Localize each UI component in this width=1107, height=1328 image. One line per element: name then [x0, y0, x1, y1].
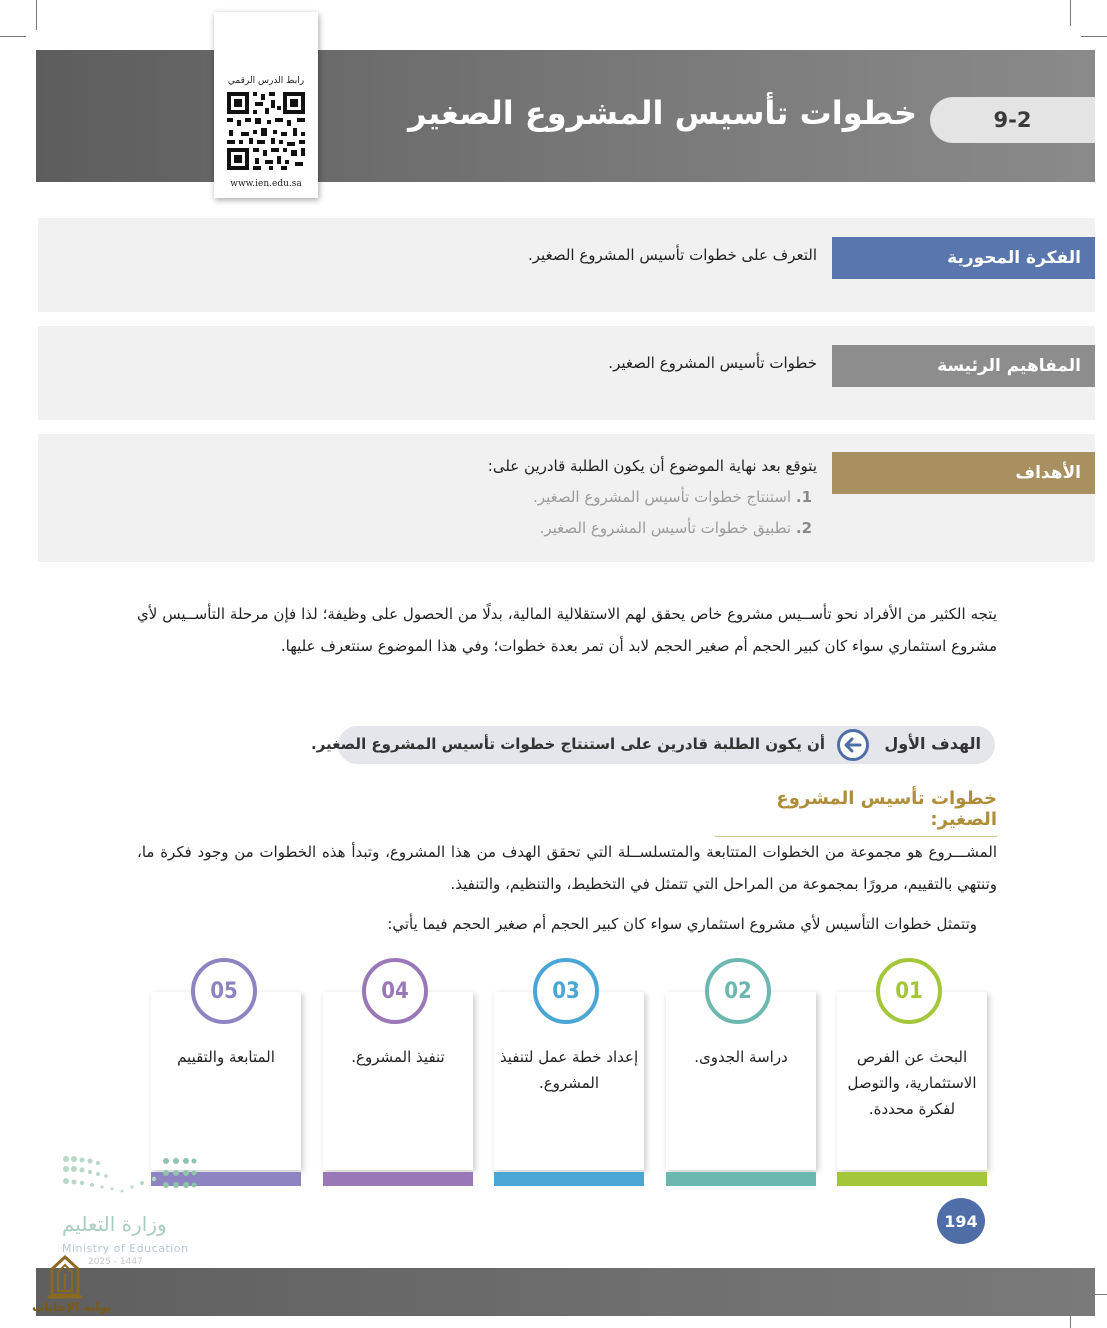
step-text: دراسة الجدوى.	[694, 1048, 788, 1066]
step-number: 03	[552, 978, 580, 1004]
step-number-badge	[533, 958, 599, 1024]
page-number-badge	[937, 1198, 985, 1244]
qr-card[interactable]	[214, 12, 318, 198]
step-number: 04	[381, 978, 409, 1004]
objective-item	[533, 488, 812, 506]
step-number: 01	[895, 978, 923, 1004]
central-idea-text: التعرف على خطوات تأسيس المشروع الصغير.	[528, 246, 817, 264]
ministry-logo-icon	[62, 1155, 198, 1199]
page-number: 194	[944, 1211, 978, 1231]
first-goal-banner	[311, 726, 995, 764]
step-text: تنفيذ المشروع.	[351, 1048, 445, 1066]
central-idea-label: الفكرة المحورية	[832, 237, 1095, 279]
ministry-year: 2025 - 1447	[88, 1257, 143, 1267]
lesson-number-tab	[930, 97, 1095, 143]
lesson-title: خطوات تأسيس المشروع الصغير	[408, 94, 917, 132]
objectives-intro: يتوقع بعد نهاية الموضوع أن يكون الطلبة قادرين على:	[487, 457, 817, 475]
crop-mark	[1081, 36, 1107, 37]
key-concepts-text: خطوات تأسيس المشروع الصغير.	[608, 354, 817, 372]
objective-item	[540, 519, 812, 537]
step-number-badge	[362, 958, 428, 1024]
objective-text: استنتاج خطوات تأسيس المشروع الصغير.	[533, 488, 792, 506]
step-number: 02	[724, 978, 752, 1004]
step-number-badge	[705, 958, 771, 1024]
first-goal-text: أن يكون الطلبة قادرين على استنتاج خطوات تأسيس المشروع الصغير.	[311, 735, 825, 753]
step-number-badge	[191, 958, 257, 1024]
qr-caption: رابط الدرس الرقمي	[227, 76, 305, 86]
portal-watermark-label: بوابة الإجابات	[32, 1300, 112, 1314]
section-heading: خطوات تأسيس المشروع الصغير:	[715, 788, 997, 837]
ministry-name-english: Ministry of Education	[62, 1242, 189, 1255]
qr-url[interactable]: www.ien.edu.sa	[230, 179, 302, 189]
step-number: 05	[210, 978, 238, 1004]
step-bar	[837, 1172, 987, 1186]
first-goal-label: الهدف الأول	[884, 734, 981, 753]
steps-intro: وتتمثل خطوات التأسيس لأي مشروع استثماري سواء كان كبير الحجم أم صغير الحجم فيما يأتي:	[387, 915, 977, 933]
step-text: المتابعة والتقييم	[177, 1048, 275, 1066]
intro-paragraph: يتجه الكثير من الأفراد نحو تأســيس مشروع خاص يحقق لهم الاستقلالية المالية، بدلًا من الحصول على وظيفة؛ لذا فإن مرحلة التأســيس لأي مشروع استثماري سواء كان كبير الحجم أم صغير الحجم لابد أن تمر بعدة خطوات؛ وفي هذا الموضوع سنتعرف عليها.	[137, 605, 997, 655]
step-number-badge	[876, 958, 942, 1024]
qr-code-icon[interactable]	[225, 90, 307, 172]
objectives-label: الأهداف	[832, 452, 1095, 494]
ministry-name-arabic: وزارة التعليم	[62, 1212, 167, 1236]
crop-mark	[0, 36, 26, 37]
step-bar	[666, 1172, 816, 1186]
footer-band	[36, 1268, 1095, 1316]
key-concepts-label: المفاهيم الرئيسة	[832, 345, 1095, 387]
portal-logo-icon	[44, 1255, 86, 1301]
step-text: البحث عن الفرص الاستثمارية، والتوصل لفكرة محددة.	[847, 1048, 977, 1118]
step-text: إعداد خطة عمل لتنفيذ المشروع.	[499, 1048, 639, 1092]
objective-number: 2.	[795, 519, 812, 537]
objective-text: تطبيق خطوات تأسيس المشروع الصغير.	[539, 519, 792, 537]
objective-number: 1.	[795, 488, 812, 506]
crop-mark	[1070, 0, 1071, 26]
arrow-left-icon	[837, 729, 869, 761]
lesson-number: 9-2	[993, 108, 1032, 132]
step-bar	[494, 1172, 644, 1186]
step-bar	[323, 1172, 473, 1186]
definition-paragraph: المشـــروع هو مجموعة من الخطوات المتتابعة والمتسلســلة التي تحقق الهدف من هذا المشروع، وتبدأ هذه الخطوات من وجود فكرة ما، وتنتهي بالتقييم، مرورًا بمجموعة من المراحل التي تتمثل في التخطيط، والتنظيم، والتنفيذ.	[137, 843, 997, 893]
crop-mark	[36, 0, 37, 30]
